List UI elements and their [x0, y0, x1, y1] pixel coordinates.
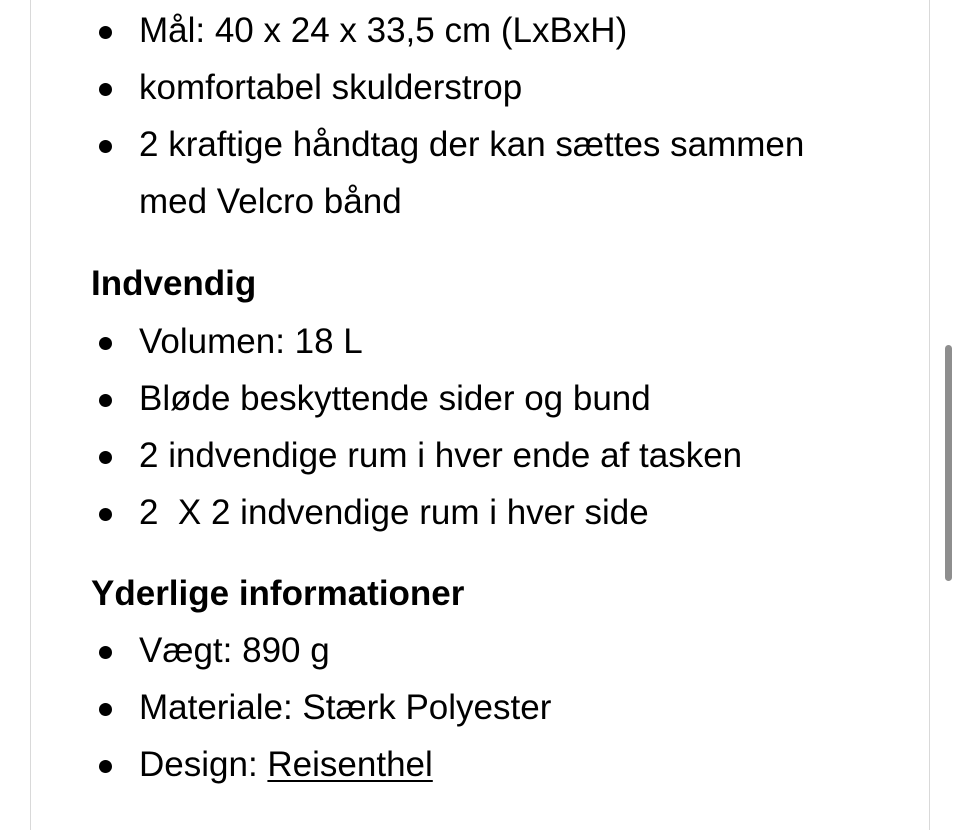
list-item-weight: Vægt: 890 g — [91, 622, 551, 679]
list-item-handles-line-1: 2 kraftige håndtag der kan sættes sammen — [139, 125, 805, 164]
list-item-side-compartments: 2 X 2 indvendige rum i hver side — [91, 484, 742, 541]
list-item-material: Materiale: Stærk Polyester — [91, 679, 551, 736]
heading-yderlige-informationer: Yderlige informationer — [91, 574, 465, 613]
list-item-end-compartments: 2 indvendige rum i hver ende af tasken — [91, 427, 742, 484]
scrollbar-thumb[interactable] — [945, 345, 952, 581]
list-item-dimensions: Mål: 40 x 24 x 33,5 cm (LxBxH) — [91, 2, 804, 59]
yderlige-list — [91, 622, 551, 793]
indvendig-list — [91, 313, 742, 541]
design-label: Design: — [139, 745, 268, 784]
list-item-soft-sides: Bløde beskyttende sider og bund — [91, 370, 742, 427]
list-item-shoulder-strap: komfortabel skulderstrop — [91, 59, 804, 116]
list-item-volume: Volumen: 18 L — [91, 313, 742, 370]
features-list — [91, 2, 804, 230]
list-item-handles-line-2: med Velcro bånd — [139, 182, 402, 221]
left-border — [30, 0, 31, 830]
list-item-handles — [91, 116, 804, 230]
design-link-reisenthel[interactable]: Reisenthel — [267, 745, 433, 784]
right-border — [929, 0, 930, 830]
heading-indvendig: Indvendig — [91, 264, 257, 303]
list-item-design — [91, 736, 551, 793]
